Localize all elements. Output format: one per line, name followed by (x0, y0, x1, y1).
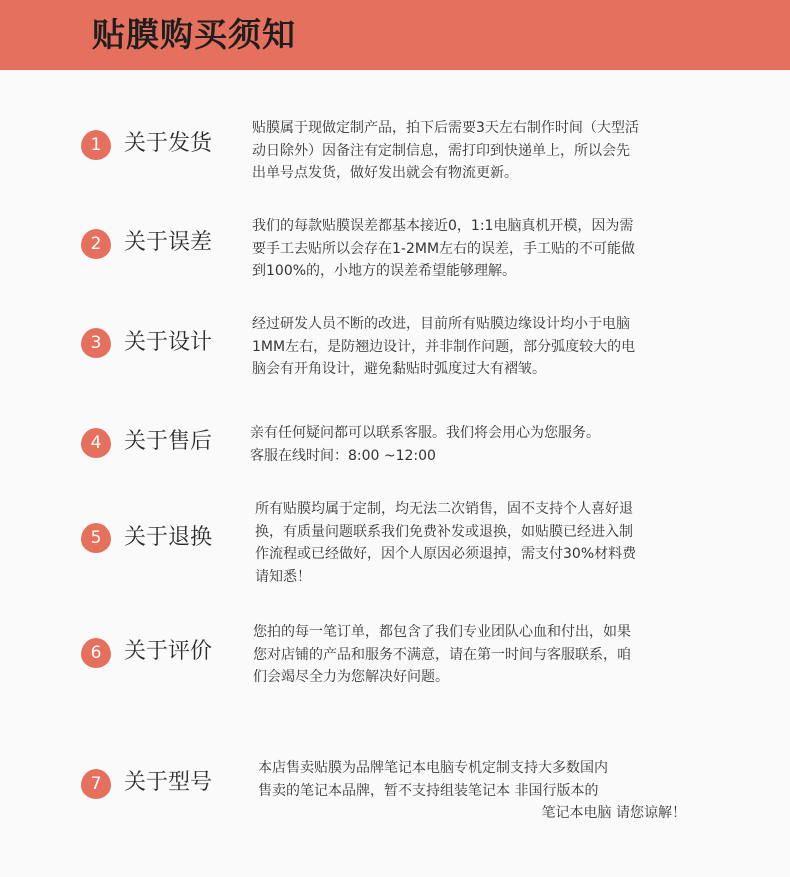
number-badge: 6 (81, 638, 111, 668)
description-line: 笔记本电脑 请您谅解！ (541, 805, 686, 821)
section-heading: 关于误差 (124, 230, 213, 255)
description-line: 贴膜属于现做定制产品，拍下后需要3天左右制作时间（大型活 (252, 120, 639, 136)
number-badge: 2 (81, 229, 111, 259)
description-line: 要手工去贴所以会存在1-2MM左右的误差，手工贴的不可能做 (252, 240, 636, 257)
section-description (252, 215, 712, 283)
description-line: 1MM左右，是防翘边设计，并非制作问题，部分弧度较大的电 (252, 338, 636, 355)
description-line: 您对店铺的产品和服务不满意，请在第一时间与客服联系，咱 (253, 646, 631, 663)
description-line: 您拍的每一笔订单，都包含了我们专业团队心血和付出，如果 (253, 624, 631, 640)
page-title: 贴膜购买须知 (92, 15, 296, 54)
number-badge: 3 (81, 328, 111, 358)
description-line: 售卖的笔记本品牌，暂不支持组装笔记本 非国行版本的 (258, 782, 599, 799)
section-description (255, 498, 715, 588)
number-badge: 7 (81, 769, 111, 799)
description-line: 到100%的，小地方的误差希望能够理解。 (252, 263, 517, 279)
description-line: 本店售卖贴膜为品牌笔记本电脑专机定制支持大多数国内 (258, 760, 608, 776)
section-description (253, 621, 713, 689)
section-description (252, 313, 712, 381)
description-line: 我们的每款贴膜误差都基本接近0，1:1电脑真机开模，因为需 (252, 218, 634, 234)
description-line: 请知悉！ (255, 568, 311, 585)
section-heading: 关于评价 (124, 639, 213, 664)
section-heading: 关于售后 (124, 429, 213, 454)
number-badge: 1 (81, 130, 111, 160)
section-description (258, 757, 698, 825)
section-description (250, 422, 710, 467)
number-badge: 4 (81, 428, 111, 458)
description-line: 经过研发人员不断的改进，目前所有贴膜边缘设计均小于电脑 (252, 316, 630, 332)
description-line: 脑会有开角设计，避免黏贴时弧度过大有褶皱。 (252, 361, 546, 377)
section-heading: 关于发货 (124, 131, 213, 156)
description-line: 亲有任何疑问都可以联系客服。我们将会用心为您服务。 (250, 425, 600, 441)
description-line: 所有贴膜均属于定制，均无法二次销售，固不支持个人喜好退 (255, 501, 633, 517)
description-line: 作流程或已经做好，因个人原因必须退掉，需支付30%材料费 (255, 546, 637, 562)
number-badge: 5 (81, 523, 111, 553)
description-line: 出单号点发货，做好发出就会有物流更新。 (252, 165, 518, 181)
header-banner (0, 0, 790, 70)
description-line: 们会竭尽全力为您解决好问题。 (253, 669, 449, 685)
section-heading: 关于型号 (124, 770, 213, 795)
description-line: 动日除外）因备注有定制信息，需打印到快递单上，所以会先 (252, 142, 630, 159)
section-heading: 关于设计 (124, 330, 213, 355)
description-line: 换，有质量问题联系我们免费补发或退换，如贴膜已经进入制 (255, 523, 633, 540)
description-line: 客服在线时间：8:00 ~12:00 (250, 447, 436, 464)
section-heading: 关于退换 (124, 525, 213, 550)
section-description (252, 117, 712, 185)
